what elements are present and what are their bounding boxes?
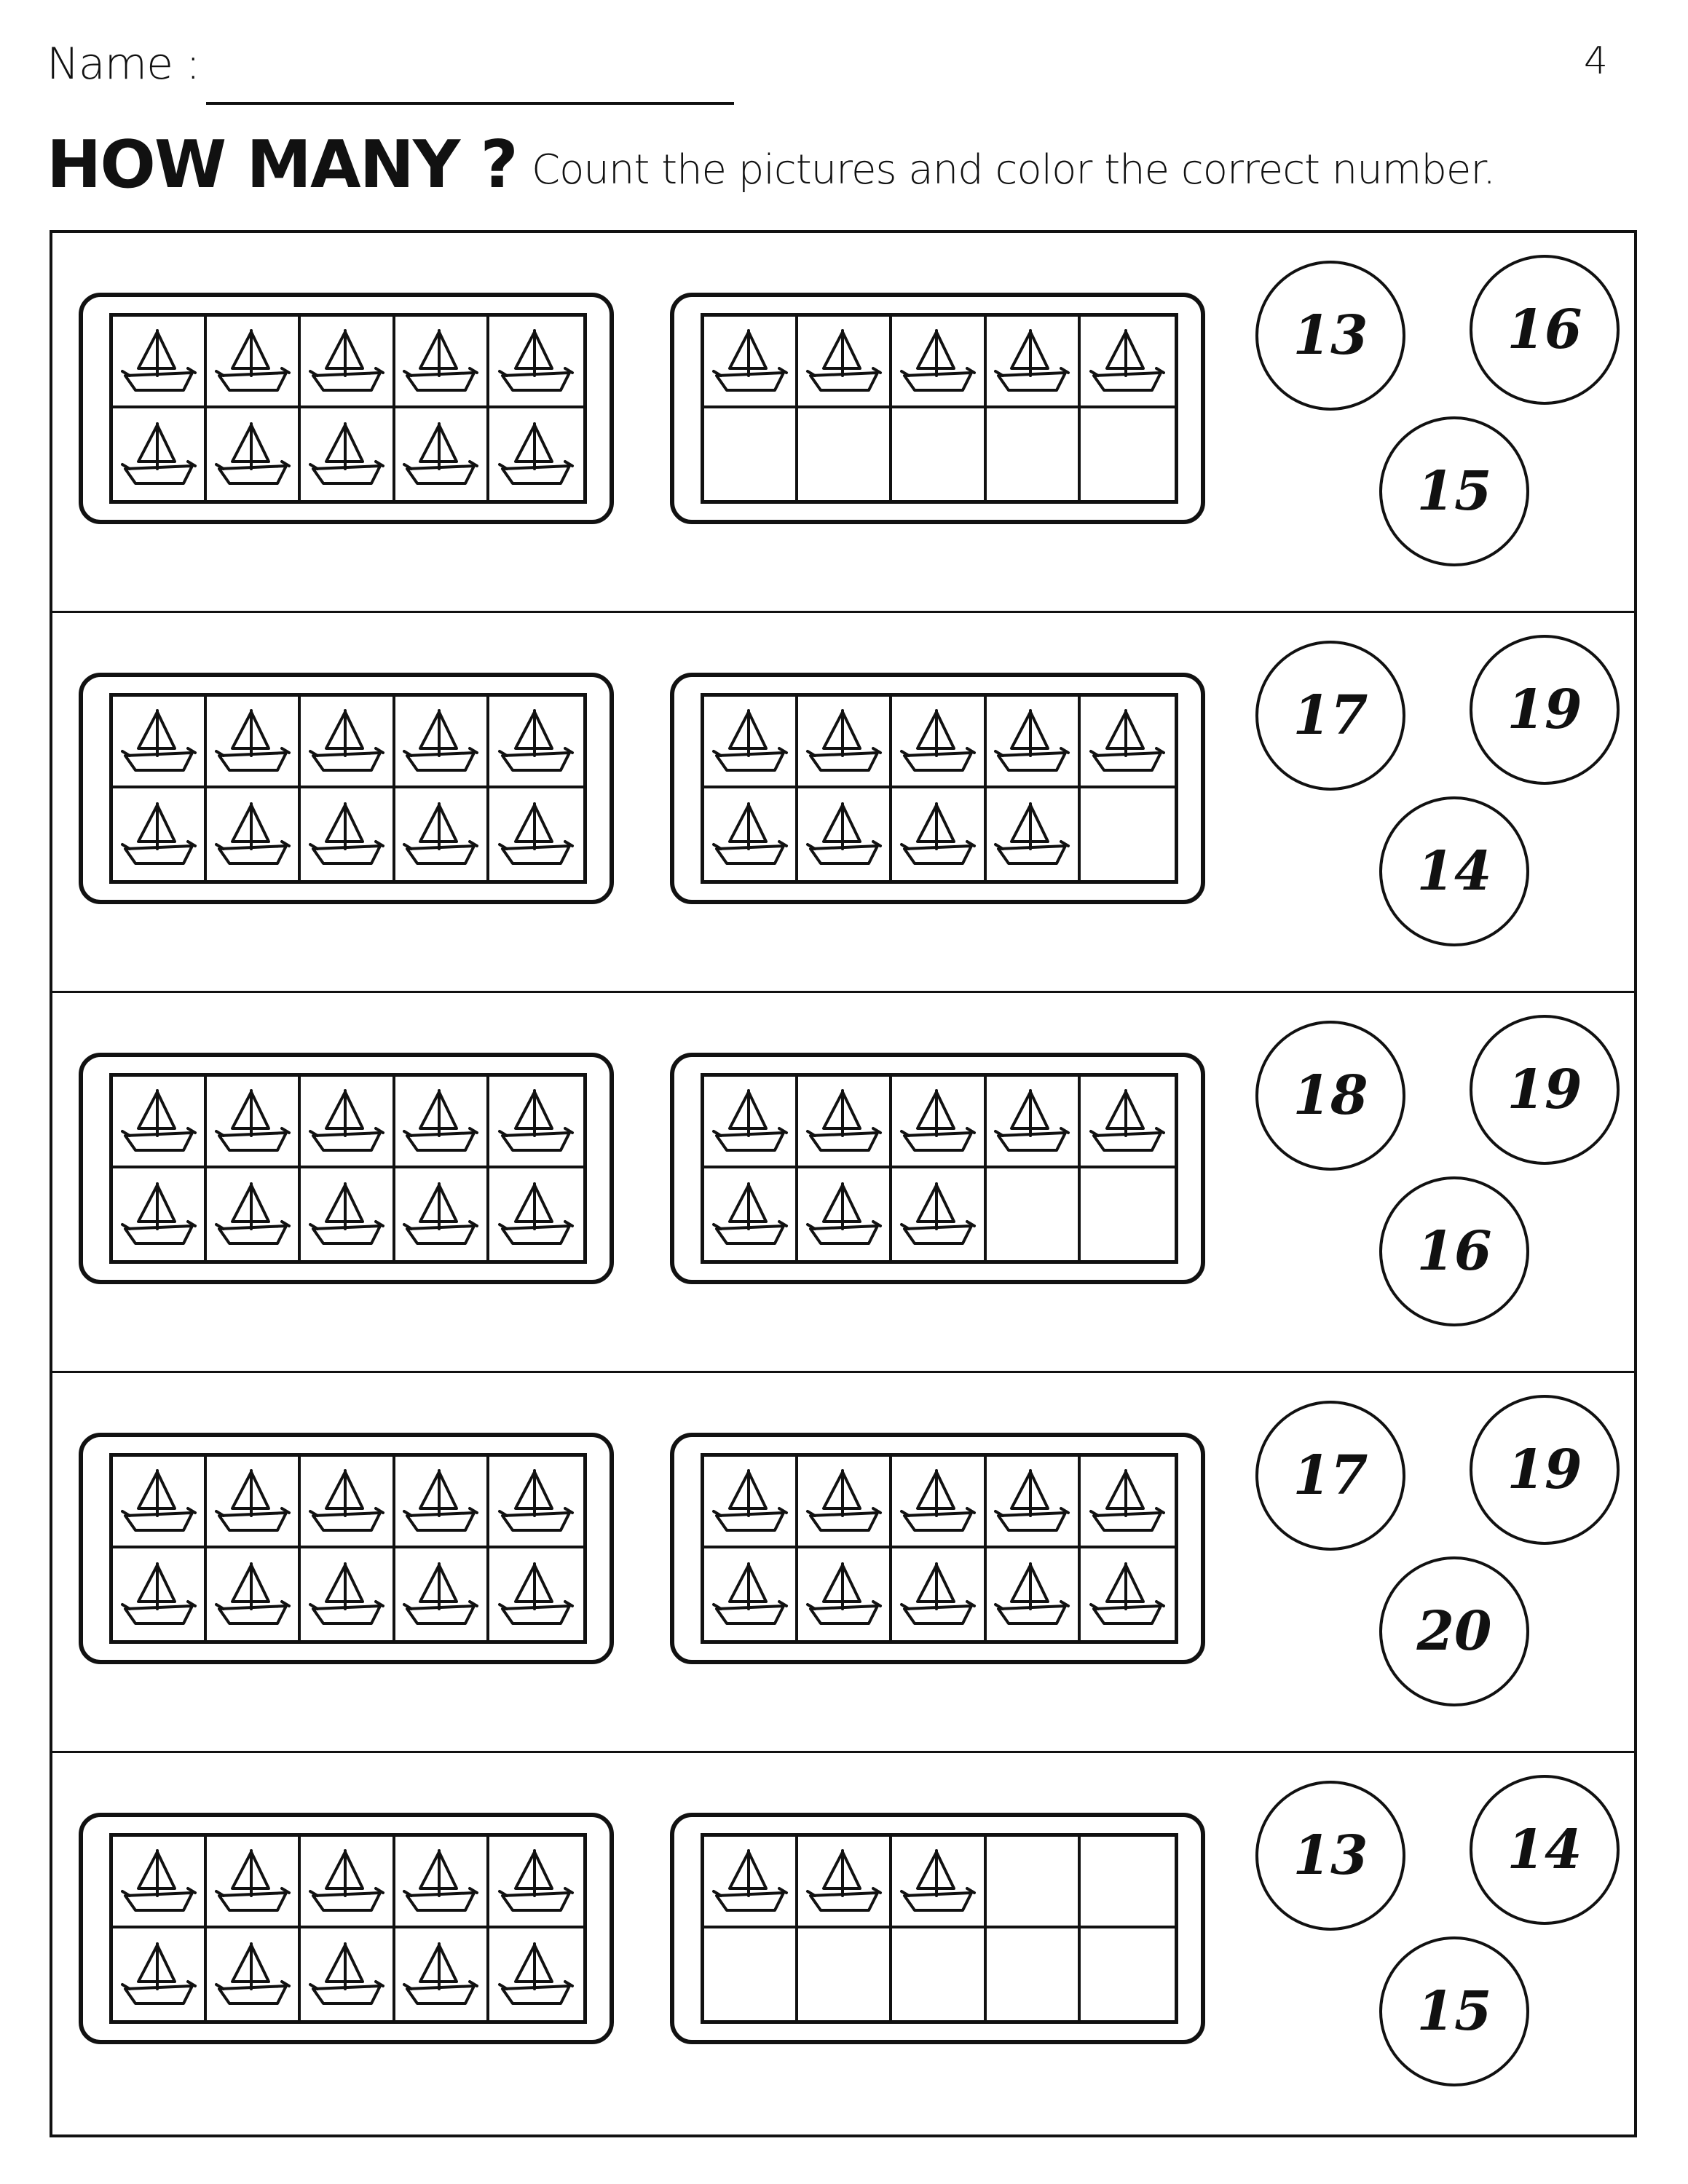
sailboat-icon	[495, 1178, 577, 1251]
sailboat-icon	[709, 325, 791, 397]
ten-frame-grid	[109, 1453, 587, 1644]
ten-frame-cell-filled	[704, 1168, 798, 1260]
exercise-row	[52, 1373, 1634, 1753]
sailboat-icon	[709, 1558, 791, 1631]
sailboat-icon	[212, 325, 293, 397]
page-number: 4	[1583, 39, 1608, 83]
ten-frame-cell-filled	[113, 1457, 207, 1548]
ten-frame-cell-filled	[892, 697, 986, 788]
sailboat-icon	[991, 1558, 1073, 1631]
exercise-row	[52, 993, 1634, 1373]
sailboat-icon	[400, 1465, 481, 1538]
sailboat-icon	[709, 1178, 791, 1251]
ten-frame-cell-filled	[489, 408, 583, 500]
ten-frame-cell-empty	[798, 408, 892, 500]
sailboat-icon	[991, 798, 1073, 871]
ten-frame-cell-filled	[987, 1548, 1081, 1640]
exercise-row	[52, 1753, 1634, 2134]
answer-choice-circle[interactable]: 15	[1379, 416, 1529, 566]
sailboat-icon	[495, 798, 577, 871]
ten-frame-cell-filled	[1081, 317, 1175, 408]
sailboat-icon	[400, 325, 481, 397]
ten-frame-cell-empty	[987, 1837, 1081, 1928]
sailboat-icon	[897, 1178, 979, 1251]
ten-frame-cell-empty	[704, 408, 798, 500]
answer-choice-circle[interactable]: 19	[1470, 1015, 1620, 1165]
answer-choice-circle[interactable]: 16	[1379, 1176, 1529, 1326]
sailboat-icon	[991, 1085, 1073, 1158]
ten-frame-grid	[701, 1453, 1178, 1644]
ten-frame-grid	[109, 1073, 587, 1264]
ten-frame-cell-filled	[395, 697, 489, 788]
sailboat-icon	[897, 1465, 979, 1538]
ten-frame	[670, 1053, 1205, 1284]
ten-frame-cell-filled	[798, 1837, 892, 1928]
sailboat-icon	[803, 325, 885, 397]
ten-frame-cell-filled	[987, 317, 1081, 408]
ten-frame-cell-filled	[704, 1077, 798, 1168]
ten-frame-cell-filled	[704, 1837, 798, 1928]
ten-frame-cell-filled	[395, 1837, 489, 1928]
ten-frame-cell-filled	[987, 1457, 1081, 1548]
sailboat-icon	[803, 1178, 885, 1251]
ten-frame-cell-filled	[301, 1548, 395, 1640]
answer-choice-circle[interactable]: 14	[1379, 796, 1529, 946]
ten-frame-grid	[109, 693, 587, 884]
sailboat-icon	[495, 1845, 577, 1918]
answer-choice-circle[interactable]: 17	[1255, 1401, 1405, 1551]
page-title: HOW MANY ?	[47, 127, 517, 203]
answer-choice-circle[interactable]: 20	[1379, 1556, 1529, 1706]
sailboat-icon	[118, 325, 200, 397]
ten-frame-cell-filled	[892, 788, 986, 880]
answer-choice-circle[interactable]: 15	[1379, 1936, 1529, 2086]
sailboat-icon	[118, 705, 200, 778]
ten-frame-cell-filled	[798, 1548, 892, 1640]
sailboat-icon	[306, 1465, 387, 1538]
ten-frame-cell-filled	[301, 317, 395, 408]
sailboat-icon	[306, 1558, 387, 1631]
ten-frame-cell-filled	[113, 1548, 207, 1640]
ten-frame-cell-filled	[892, 317, 986, 408]
ten-frame-cell-filled	[489, 1837, 583, 1928]
sailboat-icon	[709, 798, 791, 871]
answer-choice-circle[interactable]: 13	[1255, 1781, 1405, 1931]
answer-choice-circle[interactable]: 19	[1470, 635, 1620, 785]
sailboat-icon	[1086, 1558, 1168, 1631]
sailboat-icon	[803, 1465, 885, 1538]
sailboat-icon	[991, 705, 1073, 778]
ten-frame-grid	[701, 313, 1178, 504]
ten-frame-cell-filled	[113, 1077, 207, 1168]
ten-frame-cell-filled	[301, 408, 395, 500]
sailboat-icon	[118, 1558, 200, 1631]
ten-frame-cell-filled	[395, 1548, 489, 1640]
ten-frame	[79, 1813, 614, 2044]
ten-frame-cell-filled	[395, 788, 489, 880]
sailboat-icon	[212, 1558, 293, 1631]
exercise-row	[52, 613, 1634, 993]
ten-frame-cell-filled	[798, 697, 892, 788]
ten-frame-grid	[701, 1073, 1178, 1264]
sailboat-icon	[306, 798, 387, 871]
ten-frame-cell-filled	[892, 1837, 986, 1928]
sailboat-icon	[803, 798, 885, 871]
ten-frame-cell-filled	[987, 788, 1081, 880]
ten-frame-cell-filled	[395, 1168, 489, 1260]
ten-frame-cell-empty	[704, 1928, 798, 2020]
ten-frame-cell-filled	[301, 788, 395, 880]
ten-frame-cell-filled	[987, 1077, 1081, 1168]
answer-choice-circle[interactable]: 14	[1470, 1775, 1620, 1925]
ten-frame-cell-filled	[892, 1548, 986, 1640]
ten-frame-cell-filled	[489, 788, 583, 880]
answer-choice-circle[interactable]: 16	[1470, 255, 1620, 405]
sailboat-icon	[991, 325, 1073, 397]
sailboat-icon	[212, 418, 293, 491]
ten-frame-cell-filled	[207, 1928, 301, 2020]
sailboat-icon	[495, 705, 577, 778]
sailboat-icon	[897, 1845, 979, 1918]
ten-frame-cell-filled	[301, 1077, 395, 1168]
ten-frame	[670, 1813, 1205, 2044]
ten-frame-cell-empty	[892, 408, 986, 500]
sailboat-icon	[400, 1938, 481, 2011]
sailboat-icon	[803, 1085, 885, 1158]
sailboat-icon	[897, 1085, 979, 1158]
sailboat-icon	[1086, 705, 1168, 778]
sailboat-icon	[400, 705, 481, 778]
sailboat-icon	[306, 1845, 387, 1918]
sailboat-icon	[897, 325, 979, 397]
ten-frame-cell-filled	[489, 317, 583, 408]
sailboat-icon	[212, 705, 293, 778]
ten-frame-grid	[109, 313, 587, 504]
answer-choice-circle[interactable]: 18	[1255, 1021, 1405, 1171]
ten-frame-cell-empty	[1081, 1168, 1175, 1260]
ten-frame-cell-filled	[207, 1548, 301, 1640]
ten-frame	[79, 673, 614, 904]
ten-frame-cell-empty	[987, 1928, 1081, 2020]
ten-frame-cell-filled	[489, 1168, 583, 1260]
ten-frame-cell-filled	[113, 788, 207, 880]
sailboat-icon	[306, 418, 387, 491]
sailboat-icon	[400, 1085, 481, 1158]
sailboat-icon	[709, 1845, 791, 1918]
ten-frame-cell-empty	[1081, 1928, 1175, 2020]
ten-frame-cell-filled	[113, 408, 207, 500]
answer-choice-circle[interactable]: 13	[1255, 261, 1405, 411]
sailboat-icon	[495, 325, 577, 397]
ten-frame-cell-filled	[704, 1457, 798, 1548]
ten-frame-cell-filled	[704, 697, 798, 788]
answer-choice-circle[interactable]: 17	[1255, 641, 1405, 791]
sailboat-icon	[212, 1085, 293, 1158]
ten-frame-cell-filled	[798, 1077, 892, 1168]
ten-frame-cell-filled	[798, 317, 892, 408]
ten-frame-cell-filled	[113, 317, 207, 408]
ten-frame-cell-filled	[1081, 697, 1175, 788]
ten-frame-cell-filled	[892, 1457, 986, 1548]
ten-frame-cell-filled	[489, 1928, 583, 2020]
ten-frame-cell-empty	[1081, 788, 1175, 880]
ten-frame-cell-filled	[395, 408, 489, 500]
ten-frame-cell-filled	[1081, 1548, 1175, 1640]
sailboat-icon	[400, 798, 481, 871]
ten-frame-cell-filled	[798, 1457, 892, 1548]
ten-frame-cell-filled	[489, 1548, 583, 1640]
sailboat-icon	[495, 1085, 577, 1158]
sailboat-icon	[212, 1178, 293, 1251]
sailboat-icon	[306, 1178, 387, 1251]
sailboat-icon	[1086, 1465, 1168, 1538]
ten-frame-cell-filled	[395, 1928, 489, 2020]
ten-frame-cell-filled	[113, 1837, 207, 1928]
sailboat-icon	[803, 1845, 885, 1918]
ten-frame-cell-filled	[207, 1457, 301, 1548]
ten-frame-cell-filled	[301, 1837, 395, 1928]
ten-frame-cell-filled	[207, 1077, 301, 1168]
sailboat-icon	[991, 1465, 1073, 1538]
sailboat-icon	[212, 1938, 293, 2011]
sailboat-icon	[495, 418, 577, 491]
sailboat-icon	[495, 1558, 577, 1631]
sailboat-icon	[118, 1465, 200, 1538]
ten-frame-cell-filled	[1081, 1457, 1175, 1548]
sailboat-icon	[118, 1085, 200, 1158]
ten-frame-cell-filled	[395, 317, 489, 408]
sailboat-icon	[118, 418, 200, 491]
sailboat-icon	[400, 418, 481, 491]
sailboat-icon	[495, 1465, 577, 1538]
ten-frame-cell-filled	[207, 697, 301, 788]
name-write-line[interactable]	[206, 102, 734, 105]
sailboat-icon	[306, 325, 387, 397]
exercise-row	[52, 233, 1634, 613]
sailboat-icon	[400, 1845, 481, 1918]
ten-frame-cell-empty	[1081, 408, 1175, 500]
ten-frame-cell-empty	[987, 1168, 1081, 1260]
ten-frame	[670, 293, 1205, 524]
sailboat-icon	[803, 1558, 885, 1631]
ten-frame-cell-filled	[207, 1168, 301, 1260]
ten-frame-cell-empty	[1081, 1837, 1175, 1928]
ten-frame-cell-filled	[892, 1077, 986, 1168]
ten-frame-cell-empty	[987, 408, 1081, 500]
ten-frame-cell-filled	[704, 1548, 798, 1640]
ten-frame-grid	[109, 1833, 587, 2024]
ten-frame-cell-filled	[395, 1457, 489, 1548]
instructions-text: Count the pictures and color the correct number.	[532, 146, 1496, 194]
exercise-table	[50, 230, 1637, 2137]
ten-frame-cell-filled	[113, 697, 207, 788]
sailboat-icon	[400, 1558, 481, 1631]
ten-frame-cell-filled	[301, 1457, 395, 1548]
ten-frame	[670, 1433, 1205, 1664]
sailboat-icon	[495, 1938, 577, 2011]
sailboat-icon	[1086, 1085, 1168, 1158]
ten-frame-grid	[701, 693, 1178, 884]
sailboat-icon	[709, 1465, 791, 1538]
ten-frame-cell-filled	[987, 697, 1081, 788]
sailboat-icon	[897, 798, 979, 871]
sailboat-icon	[306, 1938, 387, 2011]
ten-frame-cell-filled	[113, 1168, 207, 1260]
ten-frame-cell-filled	[704, 788, 798, 880]
sailboat-icon	[212, 798, 293, 871]
sailboat-icon	[897, 705, 979, 778]
ten-frame-cell-filled	[489, 1077, 583, 1168]
sailboat-icon	[1086, 325, 1168, 397]
ten-frame-cell-filled	[113, 1928, 207, 2020]
ten-frame-cell-empty	[798, 1928, 892, 2020]
sailboat-icon	[118, 798, 200, 871]
sailboat-icon	[897, 1558, 979, 1631]
ten-frame-cell-filled	[892, 1168, 986, 1260]
ten-frame-cell-empty	[892, 1928, 986, 2020]
ten-frame-cell-filled	[489, 697, 583, 788]
answer-choice-circle[interactable]: 19	[1470, 1395, 1620, 1545]
ten-frame-cell-filled	[798, 1168, 892, 1260]
sailboat-icon	[709, 1085, 791, 1158]
ten-frame-cell-filled	[207, 317, 301, 408]
name-label: Name :	[47, 39, 200, 90]
ten-frame-cell-filled	[395, 1077, 489, 1168]
ten-frame-cell-filled	[301, 1168, 395, 1260]
ten-frame-cell-filled	[301, 1928, 395, 2020]
ten-frame	[670, 673, 1205, 904]
ten-frame-grid	[701, 1833, 1178, 2024]
sailboat-icon	[212, 1465, 293, 1538]
ten-frame-cell-filled	[301, 697, 395, 788]
ten-frame	[79, 293, 614, 524]
ten-frame-cell-filled	[1081, 1077, 1175, 1168]
sailboat-icon	[118, 1178, 200, 1251]
sailboat-icon	[306, 1085, 387, 1158]
ten-frame-cell-filled	[704, 317, 798, 408]
sailboat-icon	[306, 705, 387, 778]
sailboat-icon	[212, 1845, 293, 1918]
sailboat-icon	[803, 705, 885, 778]
ten-frame-cell-filled	[207, 408, 301, 500]
ten-frame-cell-filled	[489, 1457, 583, 1548]
ten-frame-cell-filled	[798, 788, 892, 880]
sailboat-icon	[118, 1845, 200, 1918]
ten-frame-cell-filled	[207, 788, 301, 880]
sailboat-icon	[400, 1178, 481, 1251]
sailboat-icon	[118, 1938, 200, 2011]
sailboat-icon	[709, 705, 791, 778]
ten-frame-cell-filled	[207, 1837, 301, 1928]
ten-frame	[79, 1433, 614, 1664]
ten-frame	[79, 1053, 614, 1284]
